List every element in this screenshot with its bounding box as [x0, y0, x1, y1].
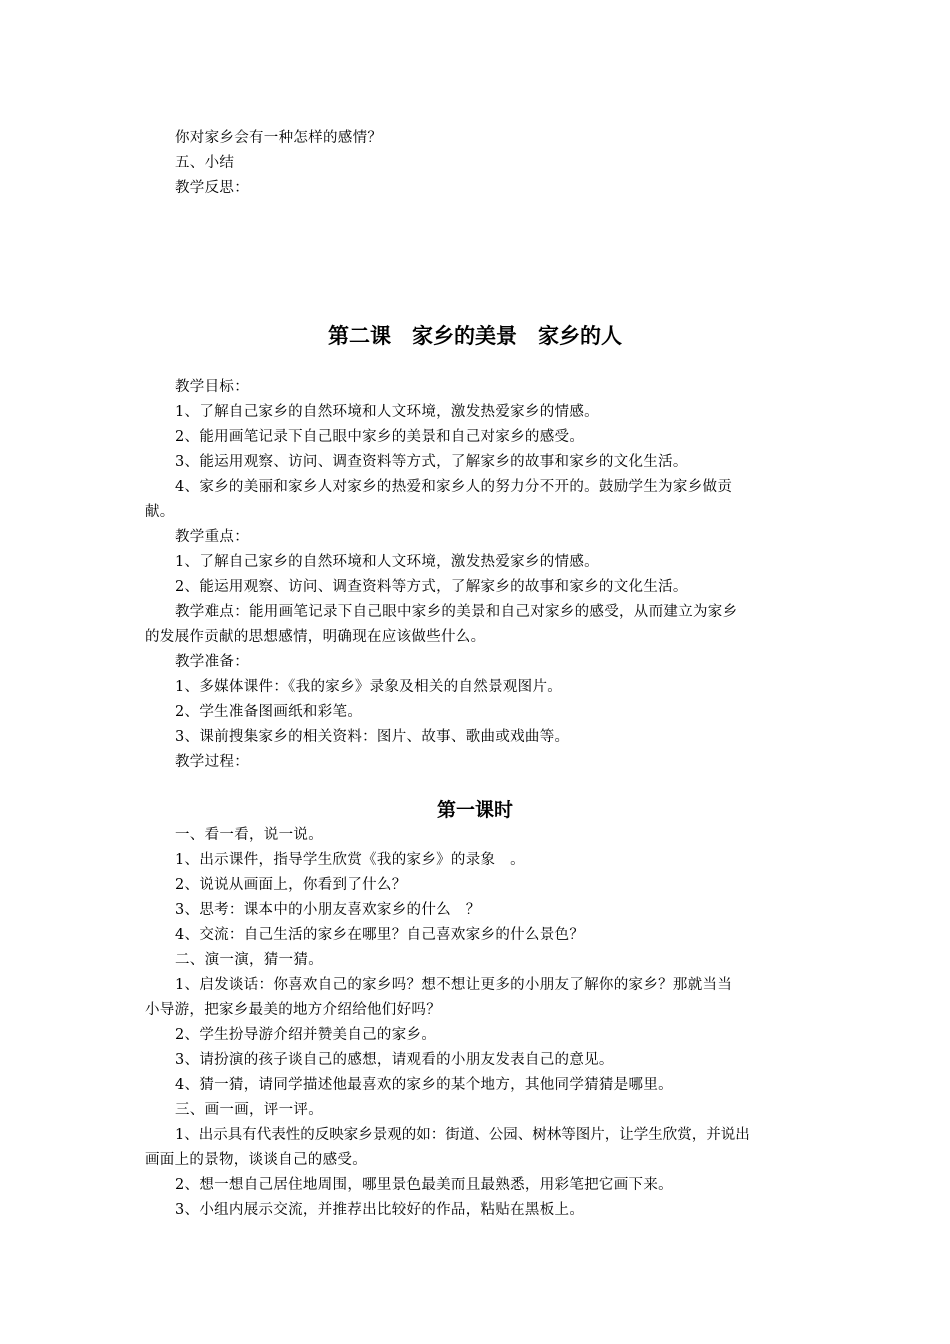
goal-item: 3、能运用观察、访问、调查资料等方式，了解家乡的故事和家乡的文化生活。 — [175, 454, 688, 470]
question-line: 你对家乡会有一种怎样的感情？ — [175, 130, 383, 146]
section-heading: 二、演一演，猜一猜。 — [175, 952, 323, 968]
reflection-heading: 教学反思： — [175, 180, 249, 196]
goals-heading: 教学目标： — [175, 379, 249, 395]
section-item: 4、猜一猜，请同学描述他最喜欢的家乡的某个地方，其他同学猜猜是哪里。 — [175, 1077, 673, 1093]
focus-item: 2、能运用观察、访问、调查资料等方式，了解家乡的故事和家乡的文化生活。 — [175, 579, 688, 595]
summary-heading: 五、小结 — [175, 155, 235, 171]
section-item: 3、请扮演的孩子谈自己的感想，请观看的小朋友发表自己的意见。 — [175, 1052, 614, 1068]
section-heading: 三、画一画，评一评。 — [175, 1102, 323, 1118]
section-heading: 一、看一看，说一说。 — [175, 827, 323, 843]
section-item: 3、思考：课本中的小朋友喜欢家乡的什么 ？ — [175, 902, 481, 918]
prep-item: 1、多媒体课件：《我的家乡》录象及相关的自然景观图片。 — [175, 679, 563, 695]
section-item: 1、出示课件，指导学生欣赏《我的家乡》的录象 。 — [175, 852, 525, 868]
lesson-title: 第二课 家乡的美景 家乡的人 — [328, 324, 622, 348]
section-item: 2、说说从画面上，你看到了什么？ — [175, 877, 407, 893]
prep-item: 2、学生准备图画纸和彩笔。 — [175, 704, 363, 720]
prep-item: 3、课前搜集家乡的相关资料：图片、故事、歌曲或戏曲等。 — [175, 729, 570, 745]
section-item: 1、启发谈话：你喜欢自己的家乡吗？想不想让更多的小朋友了解你的家乡？那就当当 — [175, 977, 733, 993]
period-title: 第一课时 — [436, 799, 513, 821]
focus-item: 1、了解自己家乡的自然环境和人文环境，激发热爱家乡的情感。 — [175, 554, 599, 570]
section-item-continued: 小导游，把家乡最美的地方介绍给他们好吗？ — [145, 1002, 441, 1018]
goal-item: 1、了解自己家乡的自然环境和人文环境，激发热爱家乡的情感。 — [175, 404, 599, 420]
process-heading: 教学过程： — [175, 754, 249, 770]
section-item: 4、交流：自己生活的家乡在哪里？自己喜欢家乡的什么景色？ — [175, 927, 585, 943]
focus-heading: 教学重点： — [175, 529, 249, 545]
section-item: 2、想一想自己居住地周围，哪里景色最美而且最熟悉，用彩笔把它画下来。 — [175, 1177, 673, 1193]
difficulty-paragraph-continued: 的发展作贡献的思想感情，明确现在应该做些什么。 — [145, 629, 486, 645]
difficulty-paragraph: 教学难点：能用画笔记录下自己眼中家乡的美景和自己对家乡的感受，从而建立为家乡 — [175, 604, 738, 620]
goal-item: 4、家乡的美丽和家乡人对家乡的热爱和家乡人的努力分不开的。鼓励学生为家乡做贡 — [175, 479, 733, 495]
section-item: 1、出示具有代表性的反映家乡景观的如：街道、公园、树林等图片，让学生欣赏，并说出 — [175, 1127, 750, 1143]
goal-item: 2、能用画笔记录下自己眼中家乡的美景和自己对家乡的感受。 — [175, 429, 585, 445]
section-item: 2、学生扮导游介绍并赞美自己的家乡。 — [175, 1027, 437, 1043]
prep-heading: 教学准备： — [175, 654, 249, 670]
section-item: 3、小组内展示交流，并推荐出比较好的作品，粘贴在黑板上。 — [175, 1202, 585, 1218]
section-item-continued: 画面上的景物，谈谈自己的感受。 — [145, 1152, 367, 1168]
goal-item-continued: 献。 — [145, 504, 175, 520]
